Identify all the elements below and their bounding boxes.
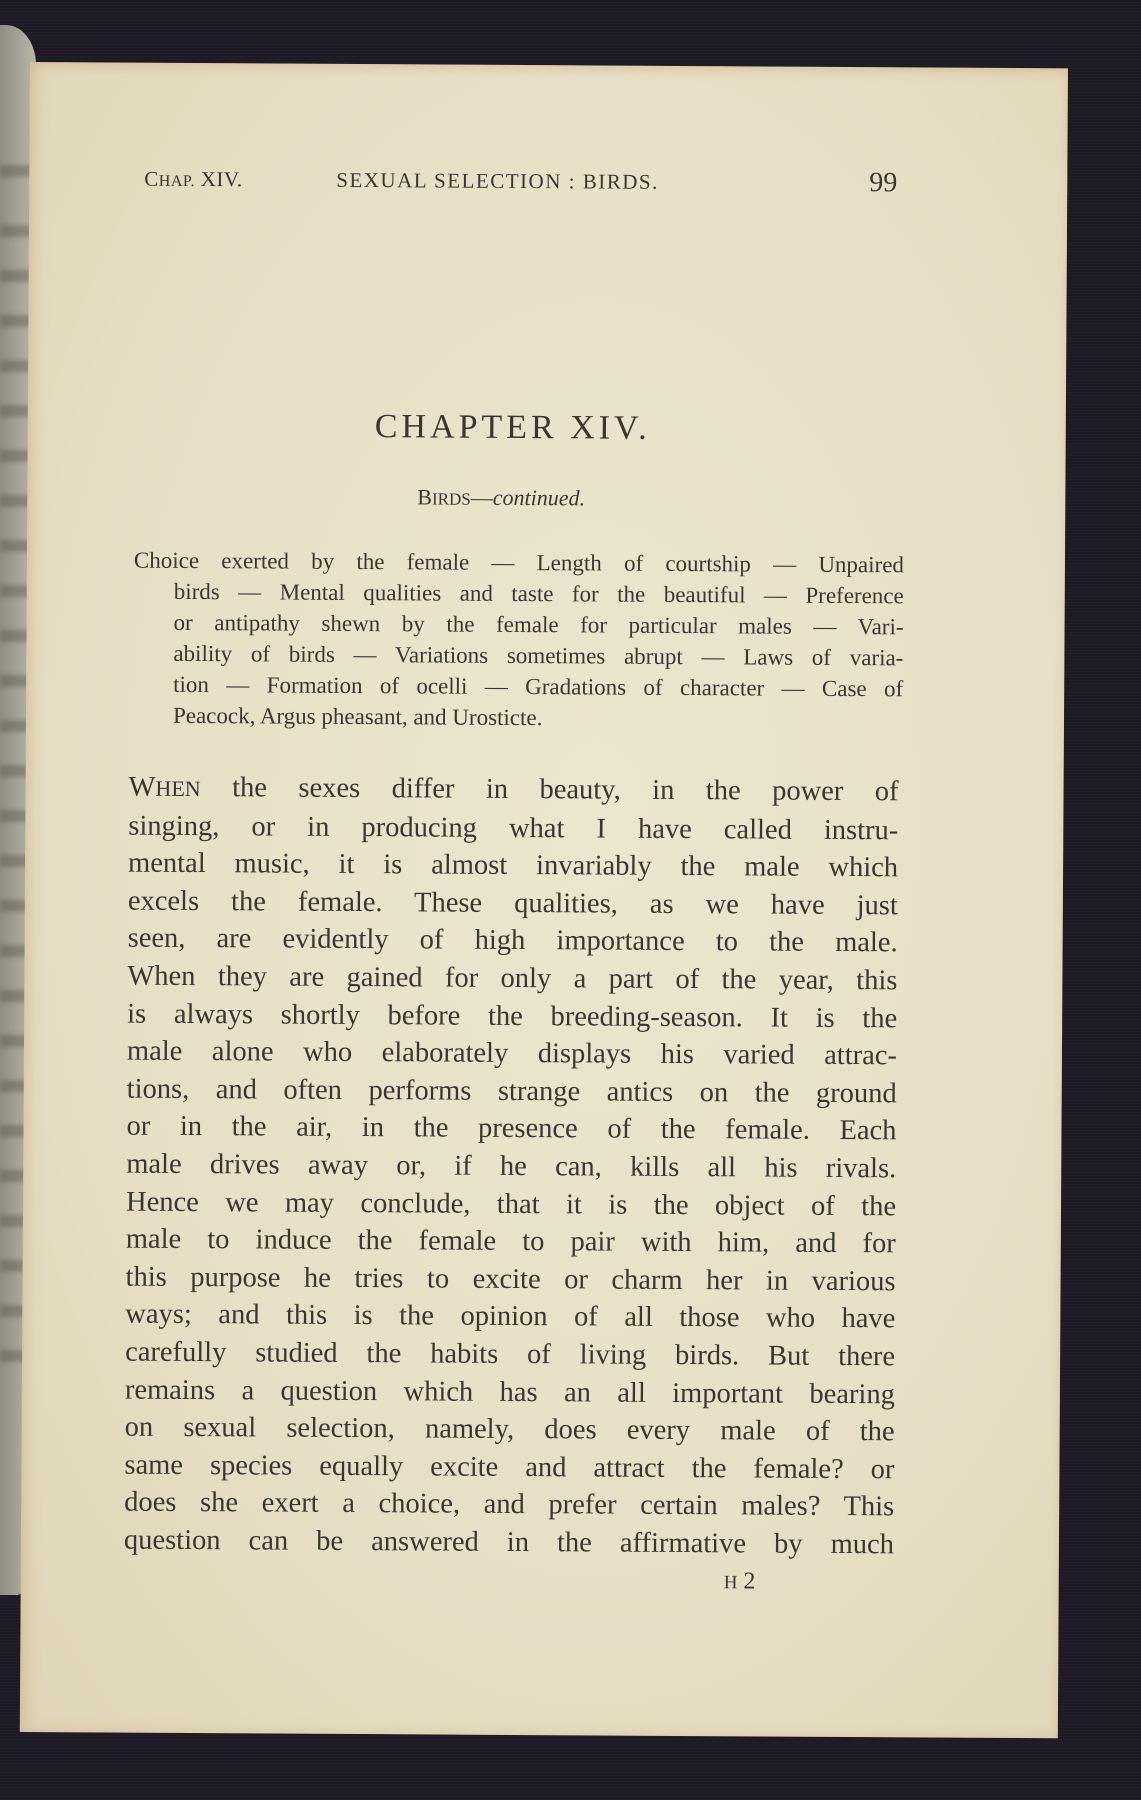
body-line: this purpose he tries to excite or charm her in various bbox=[125, 1261, 896, 1298]
summary-line: birds — Mental qualities and taste for the beautiful — Preference bbox=[173, 578, 904, 609]
body-line bbox=[128, 769, 898, 812]
body-line: singing, or in producing what I have called instru- bbox=[128, 810, 899, 846]
body-line: is always shortly before the breeding-season. It is the bbox=[127, 998, 898, 1034]
body-line: same species equally excite and attract the female? or bbox=[124, 1449, 895, 1485]
body-line: When they are gained for only a part of the year, this bbox=[127, 960, 898, 997]
body-line: tions, and often performs strange antics on the ground bbox=[126, 1073, 897, 1110]
body-paragraph bbox=[124, 769, 899, 1564]
running-head-chapter-number: XIV. bbox=[200, 167, 243, 192]
summary-line: ability of birds — Variations sometimes abrupt — Laws of varia- bbox=[173, 640, 904, 671]
summary-line: tion — Formation of ocelli — Gradations of character — Case of bbox=[173, 671, 904, 702]
body-line: male drives away or, if he can, kills all his rivals. bbox=[126, 1148, 897, 1185]
subtitle-italic: continued. bbox=[492, 484, 586, 511]
opening-initial: W bbox=[128, 771, 156, 803]
first-line-text: the sexes differ in beauty, in the power of bbox=[232, 772, 899, 808]
signature-number: 2 bbox=[743, 1568, 762, 1595]
running-head-title: SEXUAL SELECTION : BIRDS. bbox=[336, 167, 659, 194]
body-line: ways; and this is the opinion of all those who have bbox=[125, 1298, 896, 1335]
summary-line: or antipathy shewn by the female for particular males — Vari- bbox=[173, 609, 904, 640]
chapter-title: CHAPTER XIV. bbox=[374, 408, 651, 447]
body-line: Hence we may conclude, that it is the object of the bbox=[125, 1186, 897, 1222]
subtitle-smallcaps: IRDS bbox=[431, 489, 471, 509]
running-head-chapter-smallcaps: HAP. bbox=[158, 172, 196, 191]
signature-mark bbox=[724, 1568, 762, 1595]
signature-letter: H bbox=[723, 1572, 744, 1594]
running-head-chapter bbox=[144, 167, 243, 193]
body-line: or in the air, in the presence of the female. Each bbox=[126, 1110, 897, 1147]
body-line: seen, are evidently of high importance to the male. bbox=[127, 922, 898, 959]
body-line: male alone who elaborately displays his varied attrac- bbox=[126, 1035, 898, 1072]
body-line: remains a question which has an all important bearing bbox=[124, 1374, 895, 1410]
body-line: male to induce the female to pair with him, and for bbox=[125, 1223, 896, 1260]
running-head-chapter-initial: C bbox=[144, 166, 159, 191]
body-line: excels the female. These qualities, as we have just bbox=[127, 885, 898, 922]
body-line: on sexual selection, namely, does every male of the bbox=[124, 1411, 895, 1448]
opening-smallcaps: HEN bbox=[155, 775, 201, 802]
book-page bbox=[20, 62, 1068, 1738]
summary-line: Choice exerted by the female — Length of courtship — Unpaired bbox=[133, 547, 905, 578]
page-number: 99 bbox=[869, 167, 898, 199]
summary-line: Peacock, Argus pheasant, and Urosticte. bbox=[172, 702, 543, 731]
body-line: mental music, it is almost invariably the male which bbox=[128, 847, 899, 884]
body-line: does she exert a choice, and prefer certain males? This bbox=[124, 1486, 895, 1523]
subtitle-dash: — bbox=[470, 484, 493, 510]
chapter-subtitle bbox=[417, 484, 585, 511]
subtitle-initial: B bbox=[417, 484, 433, 510]
chapter-summary bbox=[133, 545, 904, 736]
body-line: question can be answered in the affirmative by much bbox=[123, 1524, 895, 1561]
body-line: carefully studied the habits of living birds. But there bbox=[125, 1336, 896, 1373]
